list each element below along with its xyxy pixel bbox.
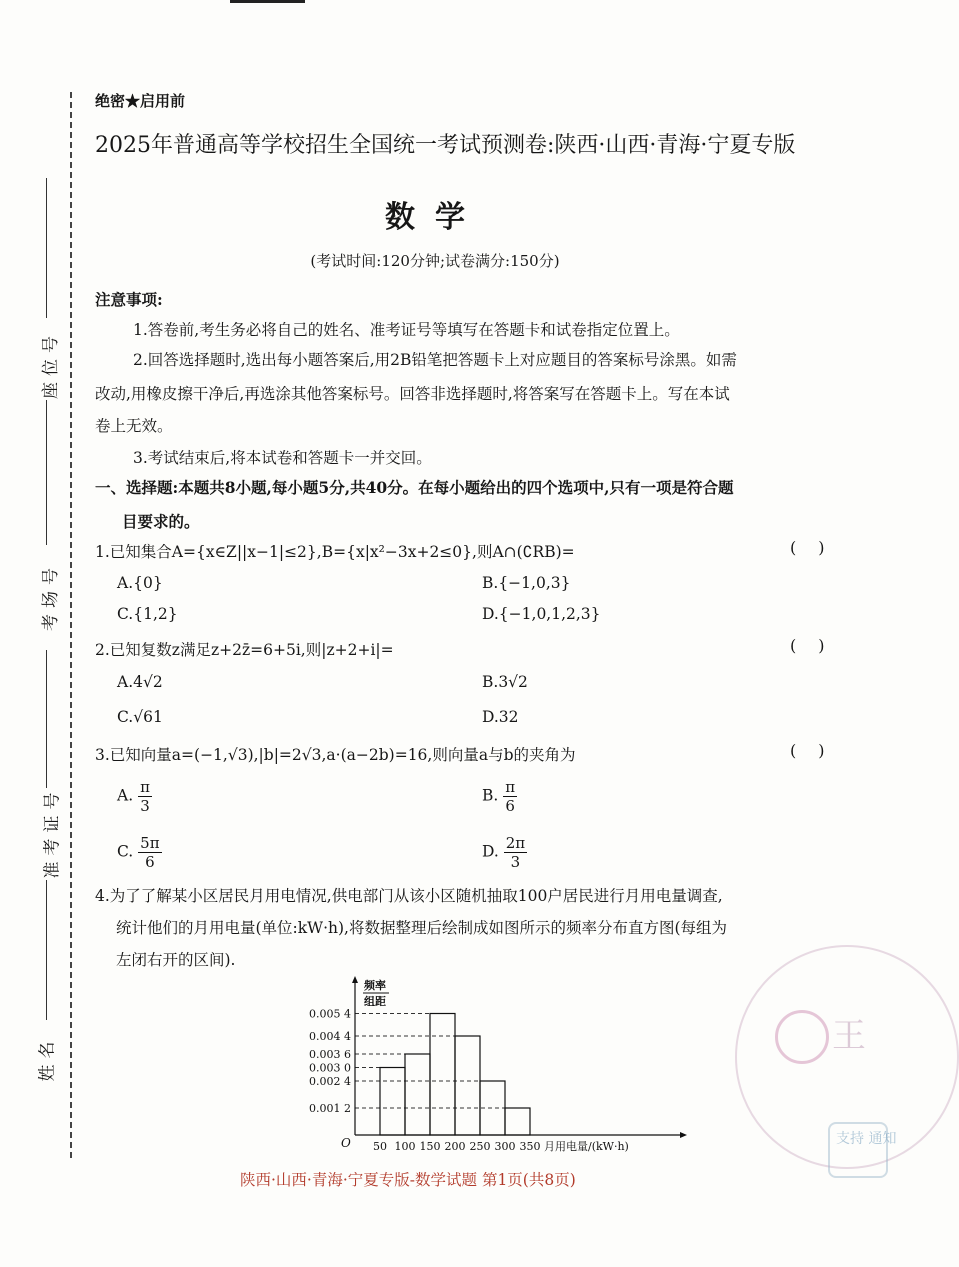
histogram-bar bbox=[455, 1036, 480, 1135]
name-blank bbox=[46, 880, 47, 1020]
question-2-stem: 2.已知复数z满足z+2z̄=6+5i,则|z+2+i|= bbox=[95, 641, 394, 659]
y-tick-label: 0.005 4 bbox=[309, 1007, 351, 1021]
watermark-char: 王 bbox=[832, 1016, 866, 1056]
histogram-bar bbox=[380, 1068, 405, 1136]
question-3-stem: 3.已知向量a=(−1,√3),|b|=2√3,a·(a−2b)=16,则向量a与b的夹角为 bbox=[95, 746, 576, 764]
option-a-label: A. bbox=[117, 786, 134, 805]
question-3-option-a[interactable] bbox=[117, 778, 152, 815]
room-number-blank bbox=[46, 400, 47, 545]
y-tick-label: 0.004 4 bbox=[309, 1030, 351, 1043]
subject-title: 数学 bbox=[385, 200, 485, 235]
question-1-answer-blank[interactable]: () bbox=[790, 538, 847, 557]
option-c-label: C. bbox=[117, 842, 134, 861]
question-2-option-a[interactable]: A.4√2 bbox=[117, 673, 163, 691]
y-tick-label: 0.002 4 bbox=[309, 1075, 351, 1088]
question-3-option-d[interactable] bbox=[482, 834, 527, 871]
x-tick-label: 100 bbox=[394, 1140, 416, 1153]
y-axis-label-top: 频率 bbox=[364, 979, 386, 992]
page-footer: 陕西·山西·青海·宁夏专版-数学试题 第1页(共8页) bbox=[240, 1171, 576, 1189]
x-axis-label: 月用电量/(kW·h) bbox=[544, 1140, 629, 1153]
question-1-stem: 1.已知集合A={x∈Z||x−1|≤2},B={x|x²−3x+2≤0},则A∩(∁RB)= bbox=[95, 543, 575, 561]
y-tick-label: 0.001 2 bbox=[309, 1102, 351, 1115]
secret-mark: 绝密★启用前 bbox=[95, 92, 186, 110]
question-4-line-1: 4.为了了解某小区居民月用电情况,供电部门从该小区随机抽取100户居民进行月用电量调查, bbox=[95, 887, 723, 905]
question-1-option-c[interactable]: C.{1,2} bbox=[117, 605, 178, 623]
question-4-line-2: 统计他们的月用电量(单位:kW·h),将数据整理后绘制成如图所示的频率分布直方图(每组为 bbox=[116, 919, 728, 937]
y-axis-arrow-icon bbox=[352, 976, 358, 983]
question-1-option-b[interactable]: B.{−1,0,3} bbox=[482, 574, 571, 592]
x-tick-label: 150 bbox=[419, 1140, 441, 1153]
histogram-bar bbox=[430, 1014, 455, 1136]
x-tick-label: 350 bbox=[519, 1140, 541, 1153]
frequency-histogram bbox=[280, 975, 700, 1160]
x-tick-label: 50 bbox=[373, 1140, 387, 1153]
question-2-option-c[interactable]: C.√61 bbox=[117, 708, 163, 726]
y-axis-label-bottom: 组距 bbox=[364, 995, 386, 1008]
y-tick-label: 0.003 6 bbox=[309, 1048, 351, 1061]
option-b-fraction: $\frac{\pi}{6}$ bbox=[505, 778, 516, 815]
question-1-option-a[interactable]: A.{0} bbox=[117, 574, 163, 592]
notice-item-2: 2.回答选择题时,选出每小题答案后,用2B铅笔把答题卡上对应题目的答案标号涂黑。如需 bbox=[133, 351, 737, 369]
notice-item-3: 3.考试结束后,将本试卷和答题卡一并交回。 bbox=[133, 449, 432, 467]
question-3-option-b[interactable] bbox=[482, 778, 517, 815]
side-label-name: 姓名 bbox=[37, 1035, 58, 1082]
y-tick-label: 0.003 0 bbox=[309, 1061, 351, 1075]
side-label-seat: 座位号 bbox=[41, 330, 61, 399]
side-label-room: 考场号 bbox=[41, 562, 61, 631]
histogram-bar bbox=[405, 1054, 430, 1135]
question-1-option-d[interactable]: D.{−1,0,1,2,3} bbox=[482, 605, 601, 623]
question-3-answer-blank[interactable]: () bbox=[790, 741, 847, 760]
side-label-ticket: 准考证号 bbox=[42, 786, 63, 879]
option-d-fraction: $\frac{2\pi}{3}$ bbox=[505, 834, 526, 871]
x-axis-arrow-icon bbox=[680, 1132, 687, 1138]
histogram-bar bbox=[505, 1108, 530, 1135]
notice-item-2-line3: 卷上无效。 bbox=[95, 417, 173, 435]
notice-item-2-line2: 改动,用橡皮擦干净后,再选涂其他答案标号。回答非选择题时,将答案写在答题卡上。写在本试 bbox=[95, 385, 730, 403]
option-c-fraction: $\frac{5\pi}{6}$ bbox=[140, 834, 160, 871]
option-b-label: B. bbox=[482, 786, 499, 805]
question-2-option-d[interactable]: D.32 bbox=[482, 708, 519, 726]
section-1-heading: 一、选择题:本题共8小题,每小题5分,共40分。在每小题给出的四个选项中,只有一项是符合题 bbox=[95, 478, 734, 497]
option-a-fraction: $\frac{\pi}{3}$ bbox=[140, 778, 150, 815]
question-3-option-c[interactable] bbox=[117, 834, 162, 871]
x-tick-label: 300 bbox=[494, 1140, 516, 1153]
ticket-number-blank bbox=[46, 650, 47, 788]
option-d-label: D. bbox=[482, 842, 499, 861]
question-2-option-b[interactable]: B.3√2 bbox=[482, 673, 528, 691]
origin-label: O bbox=[341, 1136, 351, 1150]
x-tick-label: 250 bbox=[469, 1140, 491, 1153]
notice-item-1: 1.答卷前,考生务必将自己的姓名、准考证号等填写在答题卡和试卷指定位置上。 bbox=[133, 321, 680, 339]
section-1-heading-line2: 目要求的。 bbox=[122, 512, 200, 531]
question-2-answer-blank[interactable]: () bbox=[790, 636, 847, 655]
watermark-box: 支持 通知 bbox=[828, 1122, 888, 1178]
exam-title: 2025年普通高等学校招生全国统一考试预测卷:陕西·山西·青海·宁夏专版 bbox=[95, 133, 796, 158]
question-4-line-3: 左闭右开的区间). bbox=[116, 951, 236, 969]
x-tick-label: 200 bbox=[444, 1140, 466, 1153]
top-edge-mark bbox=[230, 0, 305, 3]
notice-heading: 注意事项: bbox=[95, 290, 163, 309]
watermark-logo-icon bbox=[775, 1010, 829, 1064]
exam-time-info: (考试时间:120分钟;试卷满分:150分) bbox=[310, 252, 560, 270]
